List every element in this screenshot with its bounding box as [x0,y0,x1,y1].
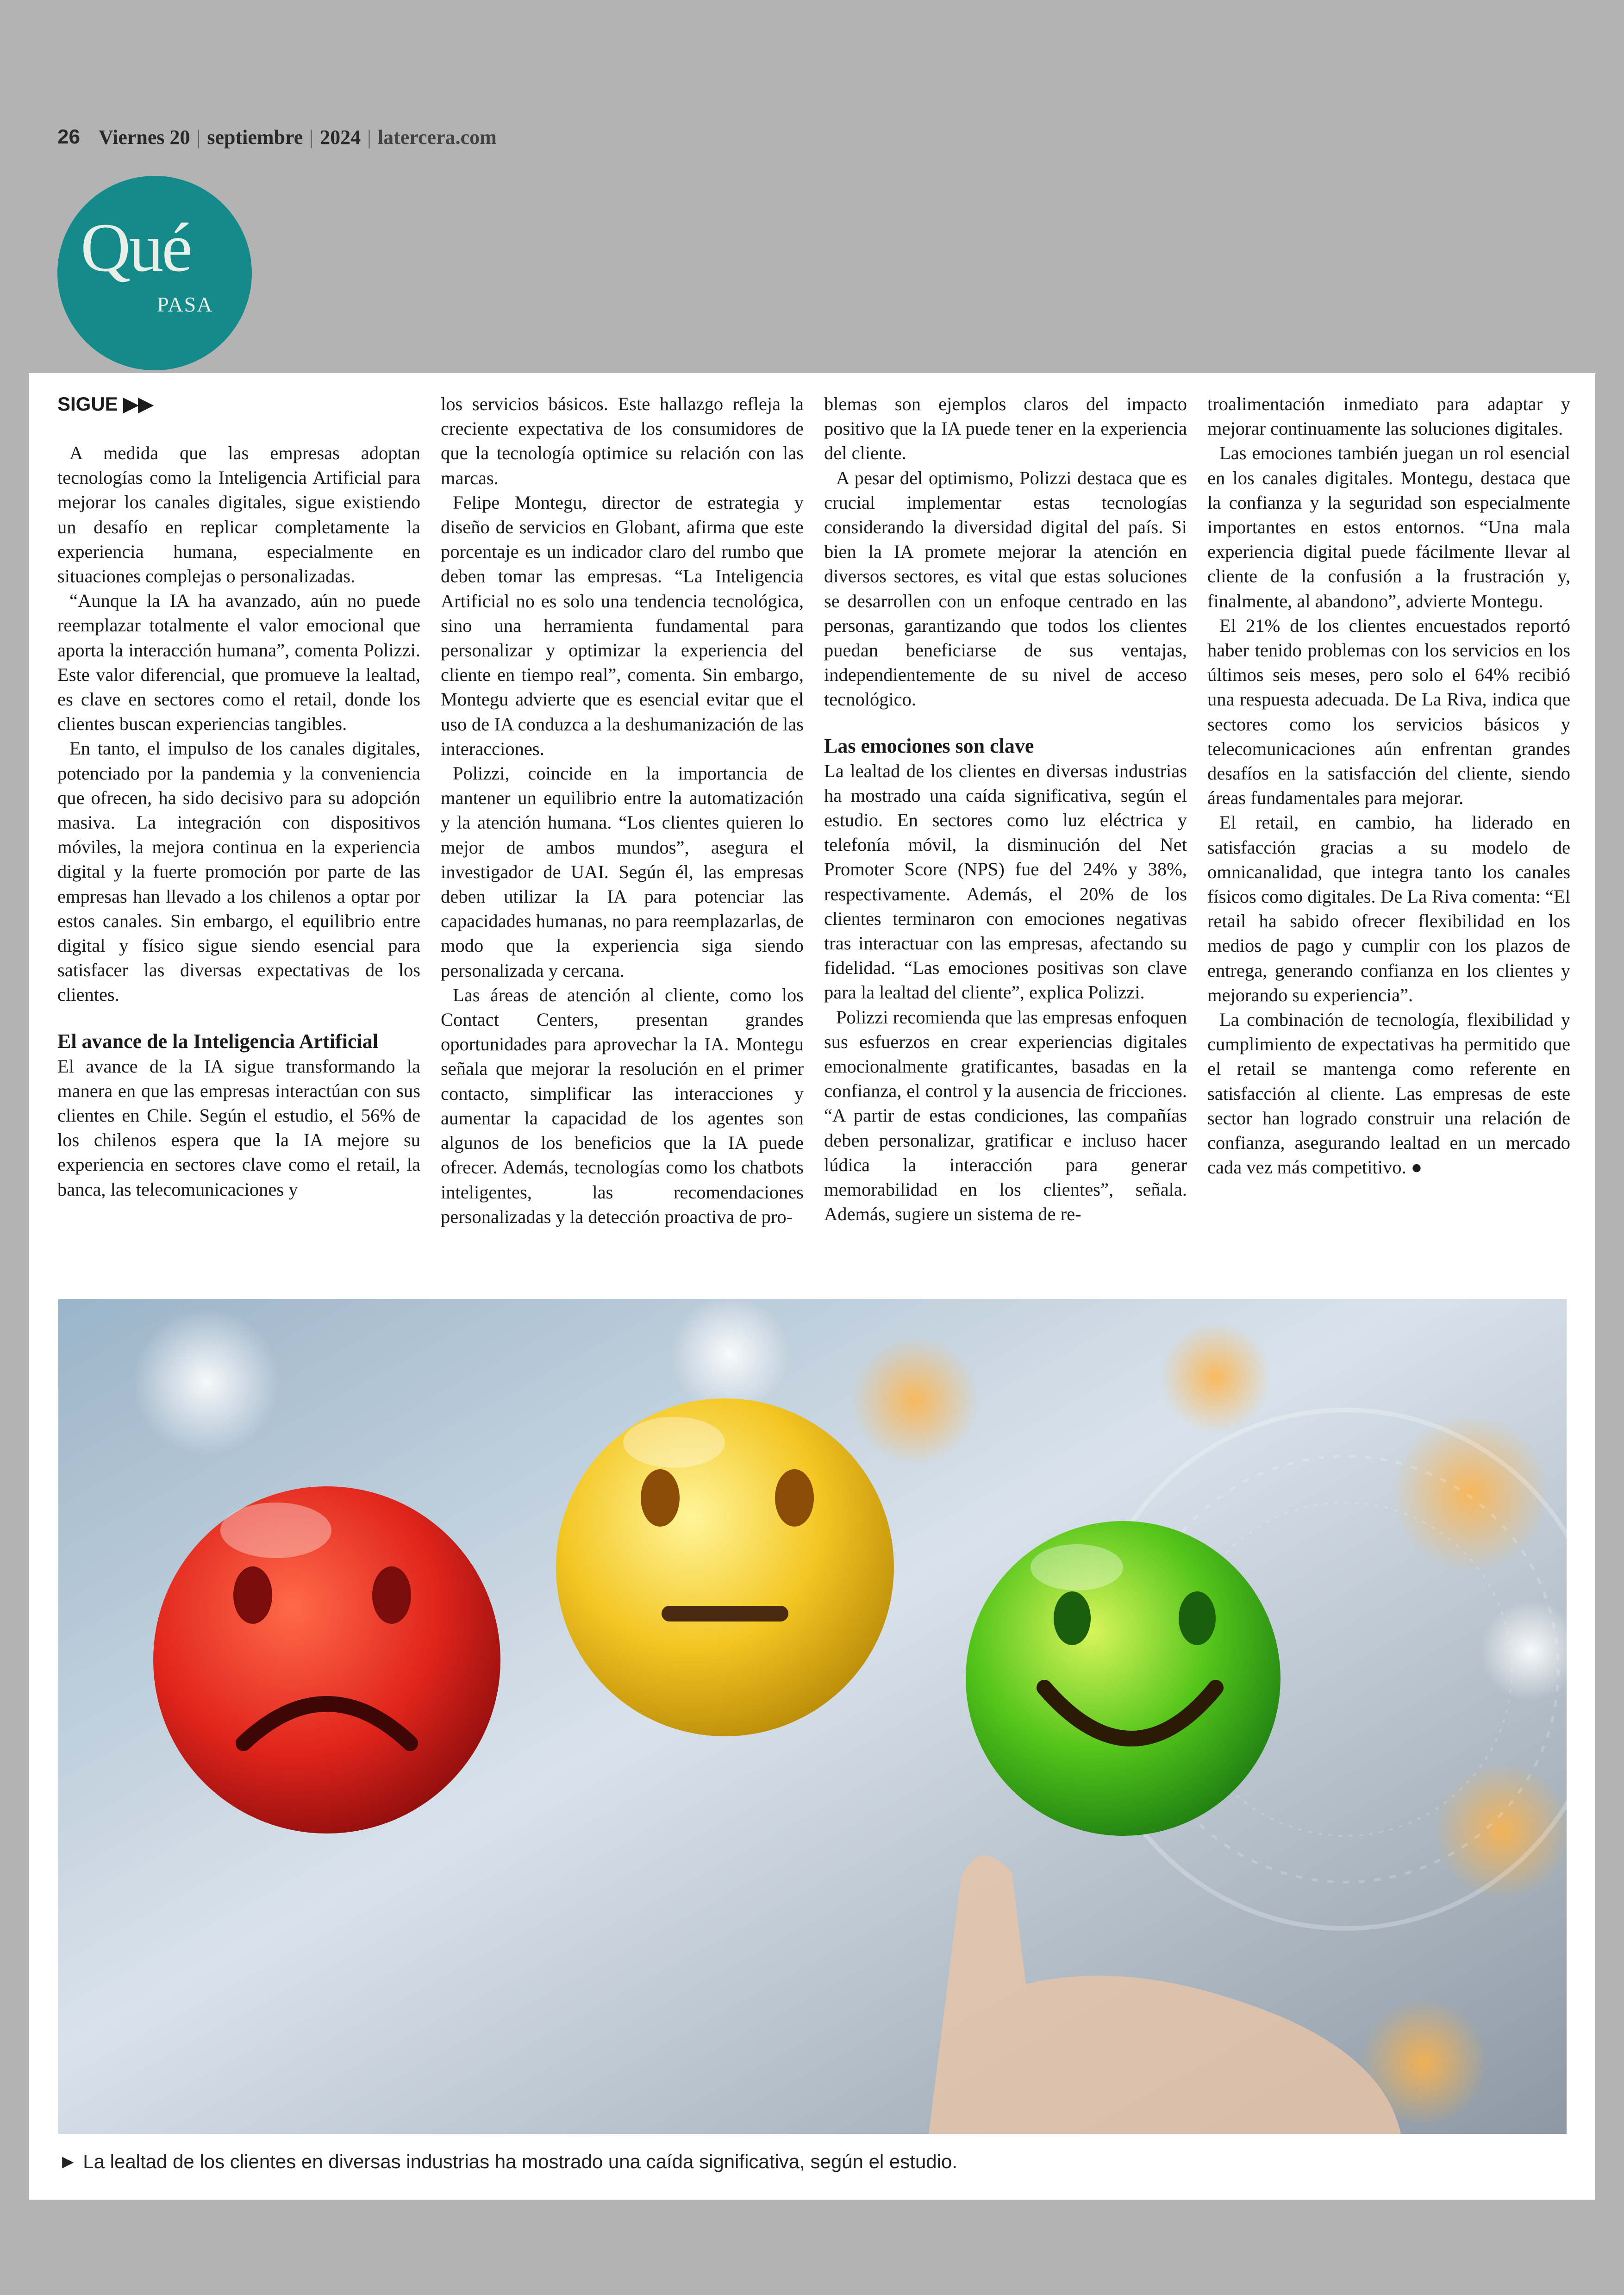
paragraph: los servicios básicos. Este hallazgo refleja la creciente expectativa de los consumidores de que la tecnología optimice su relación con las marcas. [441,393,804,488]
header-separator: | [367,125,371,149]
page-header [57,123,497,151]
paragraph: blemas son ejemplos claros del impacto positivo que la IA puede tener en la experiencia del cliente. [824,393,1187,464]
paragraph: A pesar del optimismo, Polizzi destaca que es crucial implementar estas tecnologías considerando la diversidad digital del país. Si bien la IA promete mejorar la atención en diversos sectores, es vital que estas soluciones se desarrollen con un enfoque centrado en las personas, garantizando que todos los clientes puedan beneficiarse de sus ventajas, independientemente de su nivel de acceso tecnológico. [824,467,1187,710]
header-separator: | [309,125,314,149]
paragraph: Las emociones también juegan un rol esencial en los canales digitales. Montegu, destaca que la confianza y la seguridad son especialmente importantes en estos entornos. “Una mala experiencia digital puede fácilmente llevar al cliente de la confusión a la frustración y, finalmente, al abandono”, advierte Montegu. [1207,443,1570,611]
paragraph: El avance de la IA sigue transformando la manera en que las empresas interactúan con sus clientes en Chile. Según el estudio, el 56% de los chilenos espera que la IA mejore su experiencia en sectores clave como el retail, la banca, las telecomunicaciones y [57,1055,420,1200]
paragraph: La lealtad de los clientes en diversas industrias ha mostrado una caída significativa, según el estudio. En sectores como luz eléctrica y telefonía móvil, la disminución del Net Promoter Score (NPS) fue del 24% y 38%, respectivamente. Además, el 20% de los clientes terminaron con emociones negativas tras interactuar con las empresas, afectando su fidelidad. “Las emociones positivas son clave para la lealtad del cliente”, explica Polizzi. [824,760,1187,1003]
paragraph: Las áreas de atención al cliente, como los Contact Centers, presentan grandes oportunidades para aprovechar la IA. Montegu señala que mejorar la resolución en el primer contacto, simplificar las interacciones y aumentar la capacidad de los agentes son algunos de los beneficios que la IA puede ofrecer. Además, tecnologías como los chatbots inteligentes, las recomendaciones personalizadas y la detección proactiva de pro- [441,984,804,1227]
header-day: Viernes 20 [98,125,190,149]
photo-caption: ► La lealtad de los clientes en diversas industrias ha mostrado una caída significativa, según el estudio. [58,2151,958,2172]
article-column-4 [1207,392,1570,1180]
page-number: 26 [57,125,80,148]
paragraph: troalimentación inmediato para adaptar y mejorar continuamente las soluciones digitales. [1207,393,1570,439]
paragraph: “Aunque la IA ha avanzado, aún no puede reemplazar totalmente el valor emocional que aporta la interacción humana”, comenta Polizzi. Este valor diferencial, que promueve la lealtad, es clave en sectores como el retail, donde los clientes buscan experiencias tangibles. [57,590,420,735]
paragraph: El retail, en cambio, ha liderado en satisfacción gracias a su modelo de omnicanalidad, que integra tanto los canales físicos como digitales. De La Riva comenta: “El retail ha sabido ofrecer flexibilidad en los medios de pago y cumplir con los plazos de entrega, generando confianza en los clientes y mejorando su experiencia”. [1207,812,1570,1005]
section-heading: Las emociones son clave [824,734,1034,757]
paragraph: En tanto, el impulso de los canales digitales, potenciado por la pandemia y la conveniencia que ofrecen, ha sido decisivo para su adopción masiva. La integración con dispositivos móviles, la mejora continua en la experiencia digital y la fuerte promoción por parte de las empresas han llevado a los chilenos a optar por estos canales. Sin embargo, el equilibrio entre digital y físico sigue siendo esencial para satisfacer las diversas expectativas de los clientes. [57,738,420,1005]
happy-face-icon [966,1521,1280,1836]
section-heading: El avance de la Inteligencia Artificial [57,1029,378,1053]
paragraph: Polizzi, coincide en la importancia de mantener un equilibrio entre la automatización y la atención humana. “Los clientes quieren lo mejor de ambos mundos”, asegura el investigador de UAI. Según él, las empresas deben utilizar la IA para potenciar las capacidades humanas, no para reemplazarlas, de modo que la experiencia siga siendo personalizada y cercana. [441,763,804,981]
header-separator: | [196,125,201,149]
sad-face-icon [153,1486,500,1834]
logo-word-que: Qué [81,209,191,286]
article-column-2 [441,392,804,1229]
article-page [29,373,1595,2200]
article-photo [58,1299,1567,2134]
logo-word-pasa: PASA [157,293,213,316]
continued-kicker: SIGUE ▶▶ [57,393,153,415]
paragraph: Polizzi recomienda que las empresas enfoquen sus esfuerzos en crear experiencias digitales emocionalmente gratificantes, basadas en la confianza, el control y la ausencia de fricciones. “A partir de estas condiciones, las compañías deben personalizar, gratificar e incluso hacer lúdica la interacción para generar memorabilidad en los clientes”, señala. Además, sugiere un sistema de re- [824,1006,1187,1225]
neutral-face-icon [556,1398,894,1736]
paragraph: Felipe Montegu, director de estrategia y diseño de servicios en Globant, afirma que este porcentaje es un indicador claro del rumbo que deben tomar las empresas. “La Inteligencia Artificial no es solo una tendencia tecnológica, sino una herramienta fundamental para personalizar y optimizar la experiencia del cliente en tiempo real”, comenta. Sin embargo, Montegu advierte que es esencial evitar que el uso de IA conduzca a la deshumanización de las interacciones. [441,492,804,759]
header-site: latercera.com [377,125,497,149]
emoji-rating-illustration [58,1299,1567,2134]
paragraph: A medida que las empresas adoptan tecnologías como la Inteligencia Artificial para mejorar los canales digitales, sigue existiendo un desafío en replicar completamente la experiencia humana, especialmente en situaciones complejas o personalizadas. [57,443,420,587]
article-column-3 [824,392,1187,1227]
header-year: 2024 [320,125,361,149]
header-month: septiembre [207,125,303,149]
que-pasa-logo [57,176,252,370]
paragraph: La combinación de tecnología, flexibilidad y cumplimiento de expectativas ha permitido que el retail se mantenga como referente en satisfacción al cliente. Las empresas de este sector han logrado construir una relación de confianza, asegurando lealtad en un mercado cada vez más competitivo. ● [1207,1009,1570,1178]
paragraph: El 21% de los clientes encuestados reportó haber tenido problemas con los servicios en los últimos seis meses, pero solo el 64% recibió una respuesta adecuada. De La Riva, indica que sectores como los servicios básicos y telecomunicaciones aún enfrentan grandes desafíos en la satisfacción del cliente, siendo áreas fundamentales para mejorar. [1207,615,1570,809]
article-column-1 [57,392,420,1202]
